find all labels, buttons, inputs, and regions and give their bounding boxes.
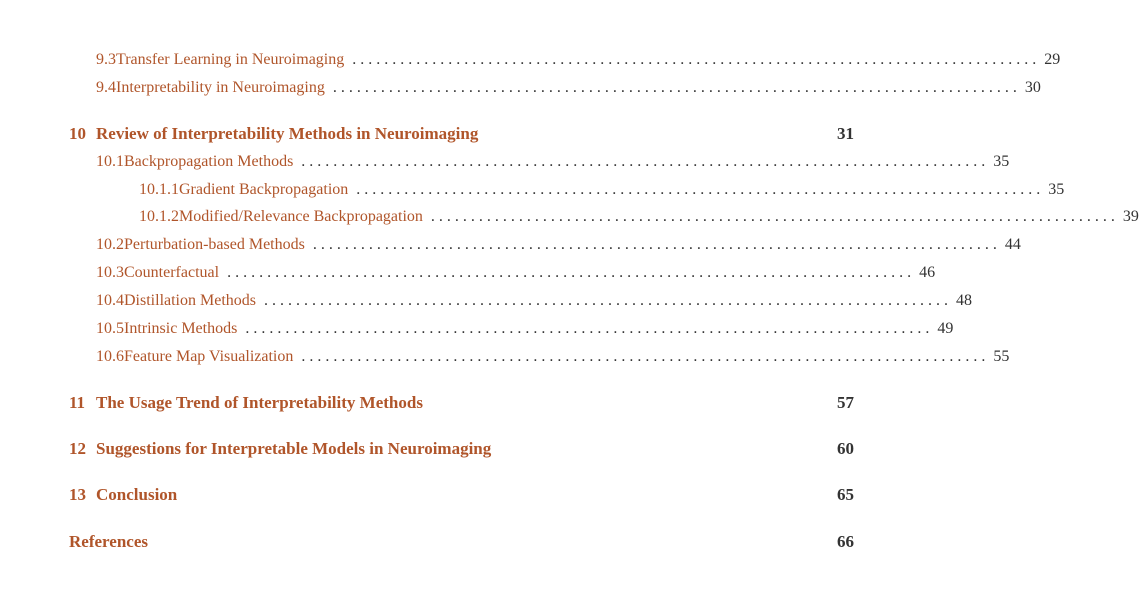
chapter-title[interactable]: Review of Interpretability Methods in Neuroimaging	[96, 124, 479, 143]
toc-entry-chapter[interactable]	[69, 393, 854, 415]
section-title[interactable]: Perturbation-based Methods	[124, 236, 305, 253]
page-number: 35	[993, 153, 1010, 170]
section-title[interactable]: Intrinsic Methods	[124, 320, 238, 337]
toc-entry-chapter[interactable]	[69, 485, 854, 507]
section-number: 9.3	[96, 51, 116, 68]
page-number: 31	[837, 124, 854, 143]
page-number: 35	[1048, 181, 1065, 198]
subsection-title[interactable]: Modified/Relevance Backpropagation	[179, 208, 423, 225]
page-number: 55	[993, 348, 1010, 365]
toc-entry-section[interactable]	[96, 51, 1061, 73]
subsection-title[interactable]: Gradient Backpropagation	[179, 181, 349, 198]
page-number: 66	[837, 532, 854, 551]
dot-leader: . . . . . . . . . . . . . . . . . . . . . . . . . . . . . . . . . . . . . . . . . . . . . . . . . . . . . . . . . . . . . . . . . . . . . . . . . . . . . . . . . . . . . .	[227, 264, 912, 281]
toc-entry-section[interactable]	[96, 348, 1010, 370]
chapter-number: 11	[69, 393, 86, 412]
dot-leader: . . . . . . . . . . . . . . . . . . . . . . . . . . . . . . . . . . . . . . . . . . . . . . . . . . . . . . . . . . . . . . . . . . . . . . . . . . . . . . . . . . . . . .	[312, 236, 997, 253]
toc-entry-section[interactable]	[96, 320, 954, 342]
toc-entry-chapter[interactable]	[69, 124, 854, 146]
toc-entry-subsection[interactable]	[139, 181, 1065, 203]
dot-leader: . . . . . . . . . . . . . . . . . . . . . . . . . . . . . . . . . . . . . . . . . . . . . . . . . . . . . . . . . . . . . . . . . . . . . . . . . . . . . . . . . . . . . .	[352, 51, 1037, 68]
page-number: 65	[837, 485, 854, 504]
page-number: 46	[919, 264, 936, 281]
page-number: 30	[1024, 79, 1041, 96]
page-number: 48	[956, 292, 972, 309]
page-number: 60	[837, 439, 854, 458]
toc-entry-subsection[interactable]	[139, 208, 1139, 230]
page-number: 44	[1004, 236, 1021, 253]
page-number: 29	[1044, 51, 1061, 68]
section-title[interactable]: Backpropagation Methods	[124, 153, 294, 170]
section-title[interactable]: Counterfactual	[124, 264, 220, 281]
toc-entry-section[interactable]	[96, 236, 1021, 258]
section-title[interactable]: Interpretability in Neuroimaging	[116, 79, 325, 96]
subsection-number: 10.1.1	[139, 181, 179, 198]
dot-leader: . . . . . . . . . . . . . . . . . . . . . . . . . . . . . . . . . . . . . . . . . . . . . . . . . . . . . . . . . . . . . . . . . . . . . . . . . . . . . . . . . . . . . .	[430, 208, 1115, 225]
page-number: 57	[837, 393, 854, 412]
section-number: 10.1	[96, 153, 124, 170]
toc-entry-section[interactable]	[96, 264, 936, 286]
section-title[interactable]: Distillation Methods	[124, 292, 256, 309]
chapter-number: 10	[69, 124, 86, 143]
dot-leader: . . . . . . . . . . . . . . . . . . . . . . . . . . . . . . . . . . . . . . . . . . . . . . . . . . . . . . . . . . . . . . . . . . . . . . . . . . . . . . . . . . . . . .	[264, 292, 948, 309]
toc-entry-section[interactable]	[96, 79, 1041, 101]
section-number: 10.4	[96, 292, 124, 309]
dot-leader: . . . . . . . . . . . . . . . . . . . . . . . . . . . . . . . . . . . . . . . . . . . . . . . . . . . . . . . . . . . . . . . . . . . . . . . . . . . . . . . . . . . . . .	[245, 320, 930, 337]
section-title[interactable]: Transfer Learning in Neuroimaging	[116, 51, 345, 68]
toc-entry-chapter[interactable]	[69, 439, 854, 461]
chapter-title[interactable]: Conclusion	[96, 485, 178, 504]
dot-leader: . . . . . . . . . . . . . . . . . . . . . . . . . . . . . . . . . . . . . . . . . . . . . . . . . . . . . . . . . . . . . . . . . . . . . . . . . . . . . . . . . . . . . .	[301, 153, 986, 170]
toc-entry-section[interactable]	[96, 292, 972, 314]
page-number: 49	[937, 320, 954, 337]
section-number: 10.2	[96, 236, 124, 253]
dot-leader: . . . . . . . . . . . . . . . . . . . . . . . . . . . . . . . . . . . . . . . . . . . . . . . . . . . . . . . . . . . . . . . . . . . . . . . . . . . . . . . . . . . . . .	[301, 348, 986, 365]
section-title[interactable]: Feature Map Visualization	[124, 348, 294, 365]
page-number: 39	[1122, 208, 1139, 225]
references-title[interactable]: References	[69, 532, 148, 551]
chapter-number: 12	[69, 439, 86, 458]
chapter-title[interactable]: Suggestions for Interpretable Models in Neuroimaging	[96, 439, 492, 458]
section-number: 10.6	[96, 348, 124, 365]
chapter-title[interactable]: The Usage Trend of Interpretability Methods	[96, 393, 423, 412]
toc-entry-references[interactable]	[69, 532, 854, 554]
dot-leader: . . . . . . . . . . . . . . . . . . . . . . . . . . . . . . . . . . . . . . . . . . . . . . . . . . . . . . . . . . . . . . . . . . . . . . . . . . . . . . . . . . . . . .	[356, 181, 1041, 198]
section-number: 10.5	[96, 320, 124, 337]
section-number: 10.3	[96, 264, 124, 281]
section-number: 9.4	[96, 79, 116, 96]
subsection-number: 10.1.2	[139, 208, 179, 225]
dot-leader: . . . . . . . . . . . . . . . . . . . . . . . . . . . . . . . . . . . . . . . . . . . . . . . . . . . . . . . . . . . . . . . . . . . . . . . . . . . . . . . . . . . . . .	[332, 79, 1017, 96]
toc-entry-section[interactable]	[96, 153, 1010, 175]
chapter-number: 13	[69, 485, 86, 504]
